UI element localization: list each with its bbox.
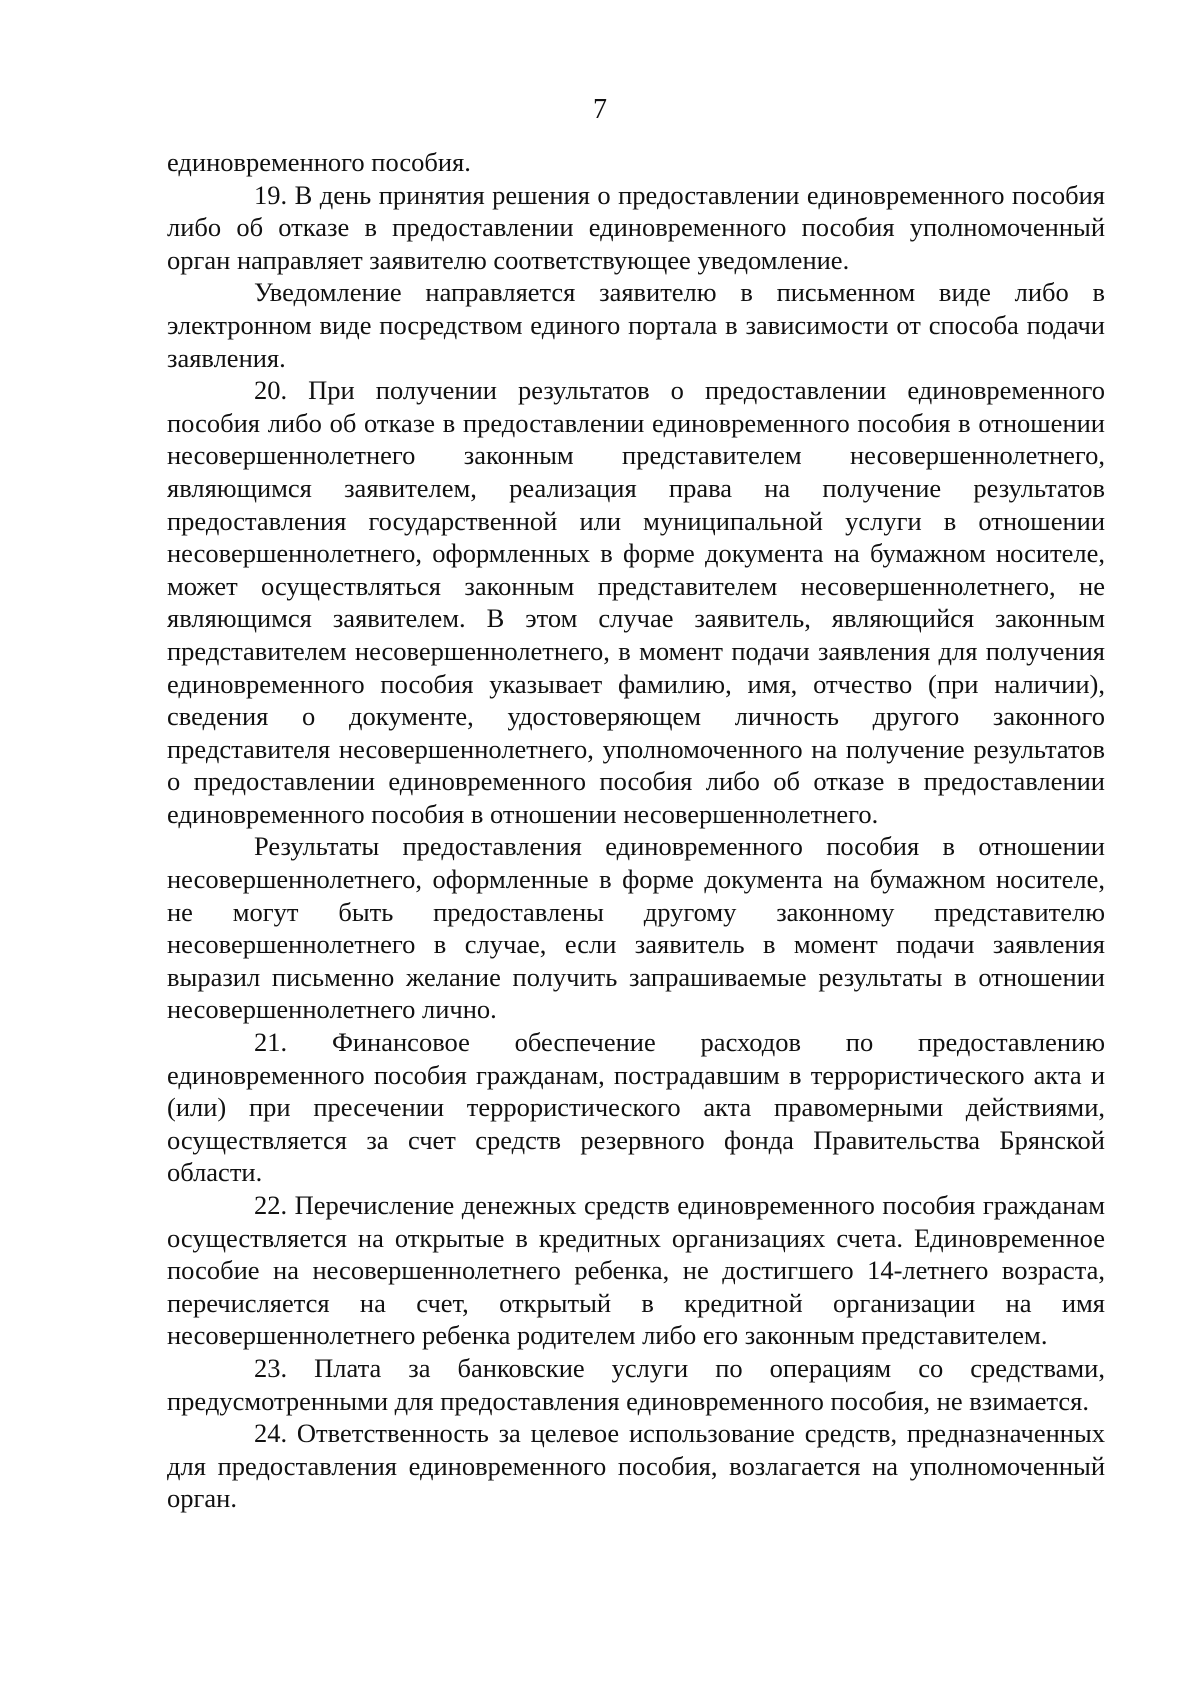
paragraph-19: 19. В день принятия решения о предоставлении единовременного пособия либо об отказе в предоставлении единовременного пособия уполномоченный орган направляет заявителю соответствующее уведомление. <box>167 179 1105 275</box>
paragraph-20: 20. При получении результатов о предоставлении единовременного пособия либо об отказе в предоставлении единовременного пособия в отношении несовершеннолетнего законным представителем несовершеннолетнего, являющимся заявителем, реализация права на получение результатов предоставления государственной или муниципальной услуги в отношении несовершеннолетнего, оформленных в форме документа на бумажном носителе, может осуществляться законным представителем несовершеннолетнего, не являющимся заявителем. В этом случае заявитель, являющийся законным представителем несовершеннолетнего, в момент подачи заявления для получения единовременного пособия указывает фамилию, имя, отчество (при наличии), сведения о документе, удостоверяющем личность другого законного представителя несовершеннолетнего, уполномоченного на получение результатов о предоставлении единовременного пособия либо об отказе в предоставлении единовременного пособия в отношении несовершеннолетнего. <box>167 375 1105 829</box>
paragraph-23: 23. Плата за банковские услуги по операциям со средствами, предусмотренными для предоставления единовременного пособия, не взимается. <box>167 1352 1105 1416</box>
page-number: 7 <box>593 94 607 125</box>
document-body <box>167 146 1105 1515</box>
paragraph-22: 22. Перечисление денежных средств единовременного пособия гражданам осуществляется на открытые в кредитных организациях счета. Единовременное пособие на несовершеннолетнего ребенка, не достигшего 14-летнего возраста, перечисляется на счет, открытый в кредитной организации на имя несовершеннолетнего ребенка родителем либо его законным представителем. <box>167 1190 1105 1351</box>
paragraph-24: 24. Ответственность за целевое использование средств, предназначенных для предоставления единовременного пособия, возлагается на уполномоченный орган. <box>167 1418 1105 1514</box>
paragraph-20-results: Результаты предоставления единовременного пособия в отношении несовершеннолетнего, оформленные в форме документа на бумажном носителе, не могут быть предоставлены другому законному представителю несовершеннолетнего в случае, если заявитель в момент подачи заявления выразил письменно желание получить запрашиваемые результаты в отношении несовершеннолетнего лично. <box>167 831 1105 1025</box>
paragraph-19-notice: Уведомление направляется заявителю в письменном виде либо в электронном виде посредством единого портала в зависимости от способа подачи заявления. <box>167 277 1105 373</box>
paragraph-21: 21. Финансовое обеспечение расходов по предоставлению единовременного пособия гражданам, пострадавшим в террористического акта и (или) при пресечении террористического акта правомерными действиями, осуществляется за счет средств резервного фонда Правительства Брянской области. <box>167 1027 1105 1188</box>
paragraph-continuation: единовременного пособия. <box>167 147 471 177</box>
